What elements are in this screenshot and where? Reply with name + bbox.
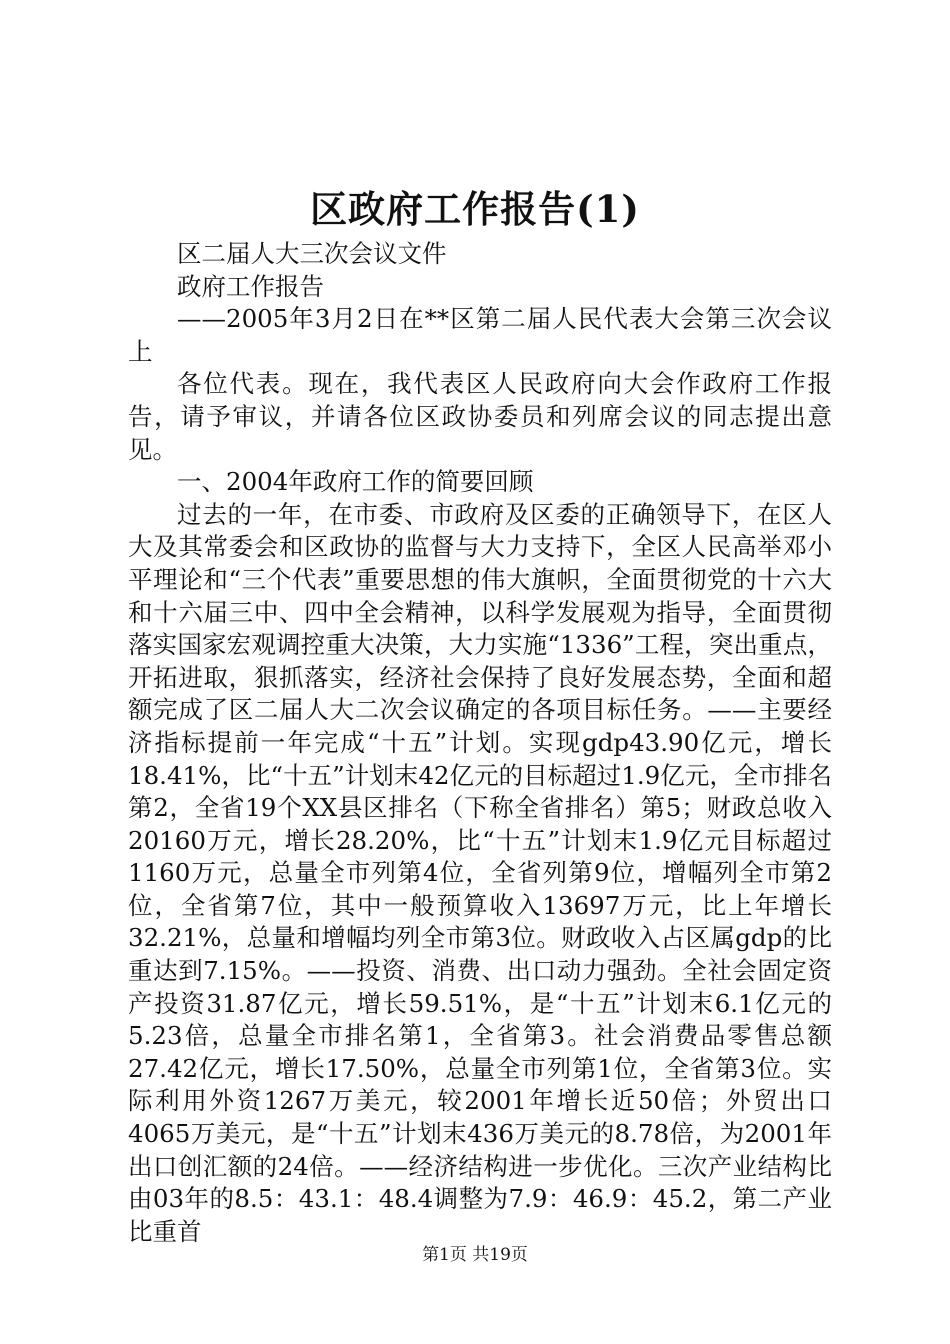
review-paragraph: 过去的一年，在市委、市政府及区委的正确领导下，在区人大及其常委会和区政协的监督与大力支持下，全区人民高举邓小平理论和“三个代表”重要思想的伟大旗帜，全面贯彻党的十六大和十六届三中、四中全会精神，以科学发展观为指导，全面贯彻落实国家宏观调控重大决策，大力实施“1336”工程，突出重点，开拓进取，狠抓落实，经济社会保持了良好发展态势，全面和超额完成了区二届人大二次会议确定的各项目标任务。——主要经济指标提前一年完成“十五”计划。实现gdp43.90亿元，增长18.41%，比“十五”计划末42亿元的目标超过1.9亿元，全市排名第2，全省19个XX县区排名（下称全省排名）第5；财政总收入20160万元，增长28.20%，比“十五”计划末1.9亿元目标超过1160万元，总量全市列第4位，全省列第9位，增幅列全市第2位，全省第7位，其中一般预算收入13697万元，比上年增长32.21%，总量和增幅均列全市第3位。财政收入占区属gdp的比重达到7.15%。——投资、消费、出口动力强劲。全社会固定资产投资31.87亿元，增长59.51%，是“十五”计划末6.1亿元的5.23倍，总量全市排名第1，全省第3。社会消费品零售总额27.42亿元，增长17.50%，总量全市列第1位，全省第3位。实际利用外资1267万美元，较2001年增长近50倍；外贸出口4065万美元，是“十五”计划末436万美元的8.78倍，为2001年出口创汇额的24倍。——经济结构进一步优化。三次产业结构比由03年的8.5：43.1：48.4调整为7.9：46.9：45.2，第二产业比重首 bbox=[128, 499, 832, 1246]
report-name-line: 政府工作报告 bbox=[177, 271, 324, 301]
page-footer: 第1页 共19页 bbox=[422, 1245, 528, 1265]
report-date-line: ——2005年3月2日在**区第二届人民代表大会第三次会议上 bbox=[128, 304, 832, 366]
meeting-document-line: 区二届人大三次会议文件 bbox=[177, 239, 447, 268]
opening-paragraph: 各位代表。现在，我代表区人民政府向大会作政府工作报告，请予审议，并请各位区政协委员和列席会议的同志提出意见。 bbox=[128, 369, 832, 464]
document-body bbox=[128, 238, 832, 1248]
document-title: 区政府工作报告(1) bbox=[310, 187, 640, 231]
section-heading: 一、2004年政府工作的简要回顾 bbox=[177, 467, 534, 497]
